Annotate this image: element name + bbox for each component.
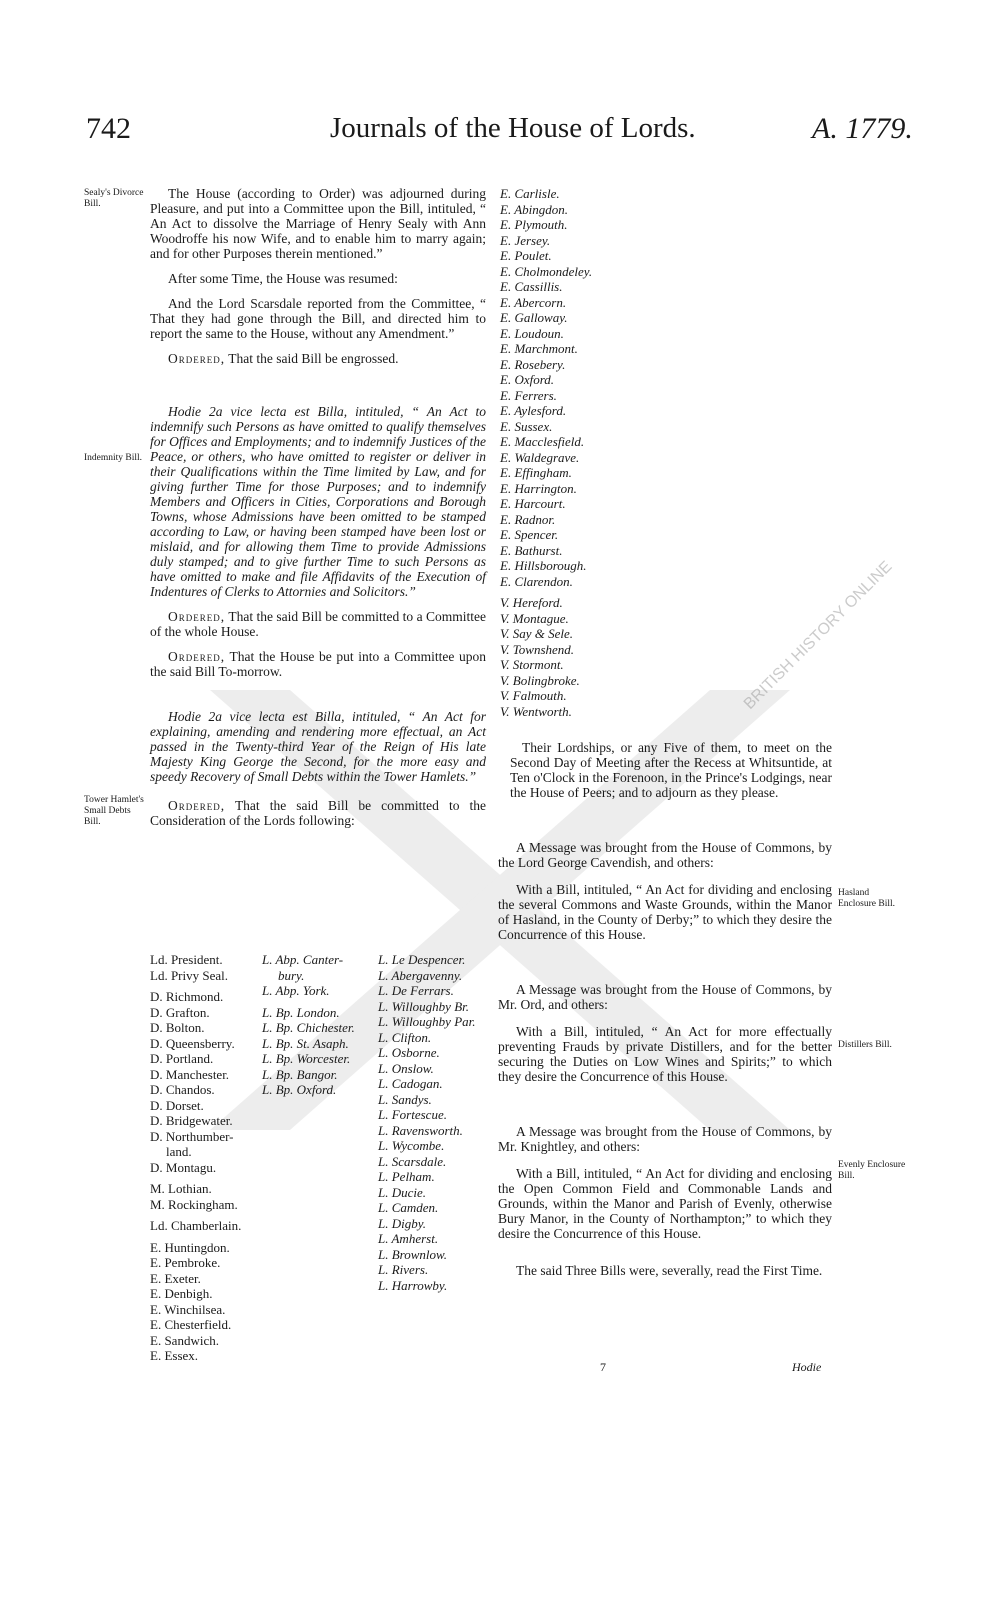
watermark-text: BRITISH HISTORY ONLINE <box>740 558 896 713</box>
lord-entry: L. Rivers. <box>378 1262 429 1277</box>
lord-entry: E. Marchmont. <box>500 341 578 356</box>
lord-entry: L. Harrowby. <box>378 1277 448 1293</box>
lord-entry: E. Pembroke. <box>150 1255 221 1270</box>
ordered-label: Ordered, <box>168 649 226 664</box>
left-text-column <box>150 186 486 828</box>
distillers-bill-paragraph: With a Bill, intituled, “ An Act for more effectually preventing Frauds by private Distillers, and for the better securing the Duties on Low Wines and Spirits;” to which they desire the Concurrence of this House. <box>498 1024 832 1084</box>
lord-entry: E. Cassillis. <box>500 279 563 294</box>
lord-entry: E. Galloway. <box>500 310 568 325</box>
lord-entry: L. Willoughby Br. <box>378 998 470 1014</box>
lord-entry: E. Ferrers. <box>500 387 557 403</box>
ordered-label: Ordered, <box>168 609 226 624</box>
tower-reading-paragraph: Hodie 2a vice lecta est Billa, intituled, “ An Act for explaining, amending and rendering more effectual, an Act passed in the Twenty-third Year of the Reign of His late Majesty King George the Second, for the more easy and speedy Recovery of Small Debts within the Tower Hamlets.” <box>150 709 486 784</box>
lord-entry: D. Montagu. <box>150 1159 217 1175</box>
page-number: 742 <box>86 112 131 145</box>
lord-entry: V. Say & Sele. <box>500 626 574 641</box>
lord-entry: E. Denbigh. <box>150 1286 213 1301</box>
lord-entry: E. Loudoun. <box>500 325 564 341</box>
lord-entry: L. Onslow. <box>378 1060 434 1076</box>
lord-entry: E. Exeter. <box>150 1270 201 1286</box>
lord-entry: E. Poulet. <box>500 248 552 263</box>
meeting-paragraph: Their Lordships, or any Five of them, to meet on the Second Day of Meeting after the Recess at Whitsuntide, at Ten o'Clock in the Forenoon, in the Prince's Lodgings, near the House of Peers; and to adjourn as they please. <box>510 740 832 800</box>
lord-entry: L. Scarsdale. <box>378 1153 447 1169</box>
margin-note-sealy: Sealy's Divorce Bill. <box>84 188 144 209</box>
lord-entry: E. Aylesford. <box>500 403 567 418</box>
lord-entry: E. Spencer. <box>500 527 559 542</box>
lord-entry: E. Macclesfield. <box>500 434 585 449</box>
lord-entry: V. Bolingbroke. <box>500 672 580 688</box>
distillers-message-paragraph: A Message was brought from the House of Commons, by Mr. Ord, and others: <box>498 982 832 1012</box>
lord-entry: L. Digby. <box>378 1215 427 1231</box>
evenly-message-paragraph: A Message was brought from the House of Commons, by Mr. Knightley, and others: <box>498 1124 832 1154</box>
lords-list-column-4 <box>500 186 620 719</box>
lord-entry: E. Winchilsea. <box>150 1301 226 1317</box>
lord-entry: D. Dorset. <box>150 1097 204 1113</box>
indemnity-ordered-paragraph: Ordered, That the said Bill be committed to a Committee of the whole House. <box>150 609 486 639</box>
sealy-report-paragraph: And the Lord Scarsdale reported from the Committee, “ That they had gone through the Bill, and directed him to report the same to the House, without any Amendment.” <box>150 296 486 341</box>
lord-entry: L. Amherst. <box>378 1231 439 1246</box>
page-title: Journals of the House of Lords. <box>330 112 696 144</box>
lord-entry: D. Grafton. <box>150 1004 210 1020</box>
lord-entry: E. Carlisle. <box>500 186 560 201</box>
lord-entry: L. Le Despencer. <box>378 952 466 967</box>
lord-entry: L. Camden. <box>378 1200 439 1215</box>
hasland-bill-paragraph: With a Bill, intituled, “ An Act for dividing and enclosing the several Commons and Waste Grounds, within the Manor of Hasland, in the County of Derby;” to which they desire the Concurrence of this House. <box>498 882 832 942</box>
lord-entry: L. Bp. Chichester. <box>262 1020 355 1035</box>
lord-entry: V. Falmouth. <box>500 688 567 703</box>
lord-entry: E. Harcourt. <box>500 496 566 511</box>
lord-entry: V. Hereford. <box>500 595 563 610</box>
lord-entry: bury. <box>278 967 305 983</box>
lord-entry: L. Bp. Worcester. <box>262 1051 351 1066</box>
margin-note-evenly: Evenly Enclosure Bill. <box>838 1160 906 1181</box>
lord-entry: E. Hillsborough. <box>500 558 587 573</box>
three-bills-paragraph: The said Three Bills were, severally, read the First Time. <box>516 1263 823 1278</box>
lord-entry: E. Waldegrave. <box>500 449 580 465</box>
lord-entry: E. Jersey. <box>500 232 551 248</box>
lord-entry: D. Manchester. <box>150 1066 230 1082</box>
lord-entry: Ld. Privy Seal. <box>150 967 228 983</box>
sealy-resumed-paragraph: After some Time, the House was resumed: <box>168 271 398 286</box>
lord-entry: L. Abp. Canter- <box>262 952 344 967</box>
lord-entry: E. Clarendon. <box>500 573 573 589</box>
lord-entry: E. Abercorn. <box>500 294 567 310</box>
lord-entry: L. Bp. Oxford. <box>262 1082 337 1097</box>
lord-entry: L. Bp. Bangor. <box>262 1066 338 1082</box>
lord-entry: V. Montague. <box>500 610 569 626</box>
margin-note-distillers: Distillers Bill. <box>838 1040 892 1050</box>
lord-entry: L. Willoughby Par. <box>378 1014 476 1029</box>
margin-note-tower: Tower Hamlet's Small Debts Bill. <box>84 795 144 827</box>
lord-entry: E. Radnor. <box>500 511 556 527</box>
lord-entry: E. Bathurst. <box>500 542 563 558</box>
lord-entry: D. Northumber- <box>150 1128 234 1144</box>
lord-entry: L. Cadogan. <box>378 1076 443 1091</box>
lord-entry: L. Fortescue. <box>378 1107 447 1122</box>
catchword: Hodie <box>792 1360 822 1374</box>
lord-entry: E. Cholmondeley. <box>500 263 593 279</box>
lord-entry: E. Chesterfield. <box>150 1317 232 1332</box>
lord-entry: L. Abergavenny. <box>378 967 463 983</box>
ordered-label: Ordered, <box>168 351 226 366</box>
margin-note-indemnity: Indemnity Bill. <box>84 453 143 463</box>
indemnity-reading-paragraph: Hodie 2a vice lecta est Billa, intituled, “ An Act to indemnify such Persons as have omitted to qualify themselves for Offices and Employments; and to indemnify Justices of the Peace, or others, who have omitted to register or deliver in their Qualifications within the Time limited by Law, and for giving further Time for those Purposes; and to indemnify Members and Officers in Cities, Corporations and Borough Towns, whose Admissions have been omitted to be stamped according to Law, or having been stamped have been lost or mislaid, and for allowing them Time to provide Admissions duly stamped; and to give further Time to such Persons as have omitted to make and file Affidavits of the Execution of Indentures of Clerks to Attornies and Solicitors.” <box>150 404 486 599</box>
lord-entry: E. Effingham. <box>500 465 572 480</box>
lord-entry: D. Portland. <box>150 1051 214 1066</box>
hasland-message-paragraph: A Message was brought from the House of Commons, by the Lord George Cavendish, and others: <box>498 840 832 870</box>
lord-entry: V. Townshend. <box>500 641 575 657</box>
lord-entry: L. Brownlow. <box>378 1246 447 1262</box>
margin-note-hasland: Hasland Enclosure Bill. <box>838 888 895 909</box>
page-year: A. 1779. <box>812 112 913 145</box>
lord-entry: E. Rosebery. <box>500 356 566 372</box>
lord-entry: E. Plymouth. <box>500 217 568 232</box>
lord-entry: land. <box>166 1144 192 1159</box>
signature-mark: 7 <box>600 1360 606 1374</box>
lord-entry: M. Lothian. <box>150 1181 212 1196</box>
indemnity-ordered-committee-paragraph: Ordered, That the House be put into a Committee upon the said Bill To-morrow. <box>150 649 486 679</box>
lord-entry: Ld. President. <box>150 952 223 967</box>
lord-entry: E. Harrington. <box>500 480 577 496</box>
lord-entry: E. Abingdon. <box>500 201 569 217</box>
right-text-column <box>498 740 832 1278</box>
lord-entry: D. Chandos. <box>150 1082 215 1097</box>
lord-entry: D. Richmond. <box>150 989 224 1004</box>
lord-entry: L. Wycombe. <box>378 1138 445 1153</box>
lords-list-column-3 <box>378 952 490 1293</box>
lord-entry: D. Queensberry. <box>150 1035 235 1051</box>
lord-entry: L. Bp. London. <box>262 1004 340 1020</box>
lord-entry: E. Oxford. <box>500 372 555 387</box>
lord-entry: L. Osborne. <box>378 1045 440 1060</box>
lord-entry: L. Clifton. <box>378 1029 432 1045</box>
lord-entry: D. Bridgewater. <box>150 1113 233 1128</box>
lord-entry: E. Huntingdon. <box>150 1239 230 1255</box>
lord-entry: L. Pelham. <box>378 1169 435 1184</box>
lord-entry: L. Abp. York. <box>262 983 330 998</box>
lord-entry: V. Stormont. <box>500 657 564 672</box>
lord-entry: M. Rockingham. <box>150 1196 238 1212</box>
lord-entry: E. Sussex. <box>500 418 553 434</box>
ordered-label: Ordered, <box>168 798 226 813</box>
lord-entry: Ld. Chamberlain. <box>150 1218 242 1233</box>
lord-entry: E. Sandwich. <box>150 1332 219 1348</box>
evenly-bill-paragraph: With a Bill, intituled, “ An Act for dividing and enclosing the Open Common Field and Commonable Lands and Grounds, within the Manor and Parish of Evenly, otherwise Bury Manor, in the County of Northampton;” to which they desire the Concurrence of this House. <box>498 1166 832 1241</box>
lord-entry: L. Sandys. <box>378 1091 432 1107</box>
lord-entry: V. Wentworth. <box>500 703 572 719</box>
lord-entry: L. Ducie. <box>378 1184 427 1200</box>
lord-entry: L. Ravensworth. <box>378 1122 463 1138</box>
lord-entry: D. Bolton. <box>150 1020 205 1035</box>
lord-entry: L. Bp. St. Asaph. <box>262 1035 349 1051</box>
lord-entry: L. De Ferrars. <box>378 983 454 998</box>
lords-list-column-2 <box>262 952 374 1098</box>
lord-entry: E. Essex. <box>150 1348 199 1363</box>
tower-ordered-paragraph: Ordered, That the said Bill be committed to the Consideration of the Lords following: <box>150 798 486 828</box>
sealy-committee-paragraph: The House (according to Order) was adjourned during Pleasure, and put into a Committee upon the Bill, intituled, “ An Act to dissolve the Marriage of Henry Sealy with Ann Woodroffe his now Wife, and to enable him to marry again; and for other Purposes therein mentioned.” <box>150 186 486 261</box>
sealy-ordered-paragraph: Ordered, That the said Bill be engrossed. <box>168 351 399 366</box>
lords-list-column-1 <box>150 952 258 1364</box>
